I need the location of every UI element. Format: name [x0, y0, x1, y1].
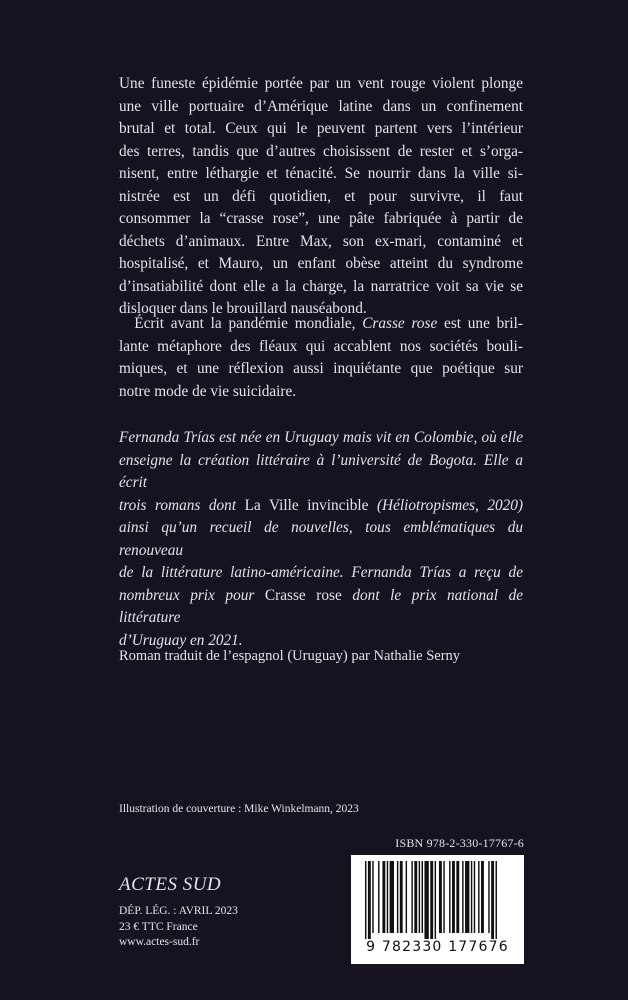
- barcode-bar: [481, 861, 484, 933]
- bio-line: ainsi qu’un recueil de nouvelles, tous emblématiques du renouveau: [119, 519, 523, 559]
- barcode-bar: [378, 861, 379, 933]
- summary-text: Écrit avant la pandémie mondiale,: [134, 315, 356, 332]
- barcode-bar: [491, 861, 494, 939]
- barcode-bar: [411, 861, 412, 933]
- book-title: Crasse rose: [264, 586, 342, 604]
- price: 23 € TTC France: [119, 920, 198, 933]
- bio-text: trois romans dont: [119, 496, 237, 514]
- summary-line: Une funeste épidémie portée par un vent rouge violent plonge: [119, 75, 523, 92]
- barcode-bar: [424, 861, 428, 939]
- book-title: Crasse rose: [362, 315, 438, 332]
- publisher-logo: ACTES SUD: [119, 874, 222, 895]
- barcode-bar: [471, 861, 472, 933]
- barcode-digits: 9 782330 177676: [366, 939, 509, 955]
- barcode-bar: [422, 861, 423, 933]
- barcode-bar: [435, 861, 436, 939]
- summary-line: lante métaphore des fléaux qui accablent nos sociétés bouli-: [119, 337, 523, 355]
- bio-line: enseigne la création littéraire à l’université de Bogota. Elle a écrit: [119, 451, 523, 491]
- summary-line: nisent, entre léthargie et ténacité. Se nourrir dans la ville si-: [119, 165, 523, 182]
- summary-line: des terres, tandis que d’autres choisissent de rester et s’orga-: [119, 142, 523, 160]
- summary-line: d’insatiabilité dont elle a la charge, la narratrice voit sa vie se: [119, 277, 523, 295]
- barcode: [351, 855, 524, 964]
- summary-line: notre mode de vie suicidaire.: [119, 382, 297, 400]
- barcode-bar: [397, 861, 398, 933]
- barcode-bar: [365, 861, 366, 939]
- illustration-credit: Illustration de couverture : Mike Winkelmann, 2023: [119, 803, 359, 815]
- barcode-bar: [368, 861, 371, 939]
- summary-paragraph-1: [119, 73, 523, 321]
- barcode-bar: [449, 861, 450, 933]
- bio-line: [119, 585, 523, 630]
- legal-deposit: DÉP. LÉG. : AVRIL 2023: [119, 905, 238, 917]
- summary-text: est une bril-: [444, 315, 523, 332]
- publication-info: [119, 904, 238, 951]
- barcode-bar: [465, 861, 469, 933]
- bio-line: d’Uruguay en 2021.: [119, 631, 243, 649]
- summary-line: déchets d’animaux. Entre Max, son ex-mari, contaminé et: [119, 232, 523, 250]
- summary-line: [119, 313, 523, 336]
- barcode-bar: [496, 861, 497, 939]
- barcode-bar: [390, 861, 394, 933]
- bio-text: nombreux prix pour: [119, 586, 255, 604]
- barcode-bar: [474, 861, 475, 933]
- barcode-bar: [488, 861, 489, 933]
- bio-line: de la littérature latino-américaine. Fernanda Trías a reçu de: [119, 564, 523, 581]
- barcode-bar: [462, 861, 463, 933]
- website: www.actes-sud.fr: [119, 936, 200, 948]
- barcode-bar: [456, 861, 459, 933]
- barcode-bar: [372, 861, 373, 933]
- book-title: La Ville invincible: [244, 496, 369, 514]
- barcode-bars: [351, 855, 524, 941]
- summary-line: disloquer dans le brouillard nauséabond.: [119, 300, 367, 317]
- summary-line: consommer la “crasse rose”, une pâte fabriquée à partir de: [119, 210, 523, 227]
- bio-line: Fernanda Trías est née en Uruguay mais vit en Colombie, où elle: [119, 429, 523, 446]
- summary-line: brutal et total. Ceux qui le peuvent partent vers l’intérieur: [119, 120, 523, 137]
- bio-text: (Héliotropismes, 2020): [376, 496, 524, 514]
- barcode-bar: [478, 861, 479, 933]
- barcode-bar: [430, 861, 433, 939]
- barcode-bar: [419, 861, 420, 933]
- barcode-bar: [406, 861, 407, 933]
- summary-line: hospitalisé, et Mauro, un enfant obèse atteint du syndrome: [119, 255, 523, 272]
- bio-text: dont le prix national de littérature: [119, 586, 524, 626]
- summary-line: nistrée est un défi quotidien, et pour survivre, il faut: [119, 187, 523, 205]
- barcode-bar: [439, 861, 442, 933]
- translator-credit: Roman traduit de l’espagnol (Uruguay) par Nathalie Serny: [119, 648, 461, 664]
- barcode-bar: [382, 861, 385, 933]
- barcode-bar: [387, 861, 388, 933]
- summary-line: une ville portuaire d’Amérique latine dans un confinement: [119, 97, 523, 115]
- author-bio: [119, 427, 523, 652]
- barcode-bar: [414, 861, 417, 933]
- summary-paragraph-2: [119, 313, 523, 403]
- isbn: ISBN 978-2-330-17767-6: [395, 836, 524, 850]
- barcode-bar: [443, 861, 444, 933]
- barcode-bar: [400, 861, 403, 933]
- bio-line: [119, 495, 523, 518]
- summary-line: miques, et une réflexion aussi inquiétante que poétique sur: [119, 360, 523, 377]
- barcode-bar: [452, 861, 455, 933]
